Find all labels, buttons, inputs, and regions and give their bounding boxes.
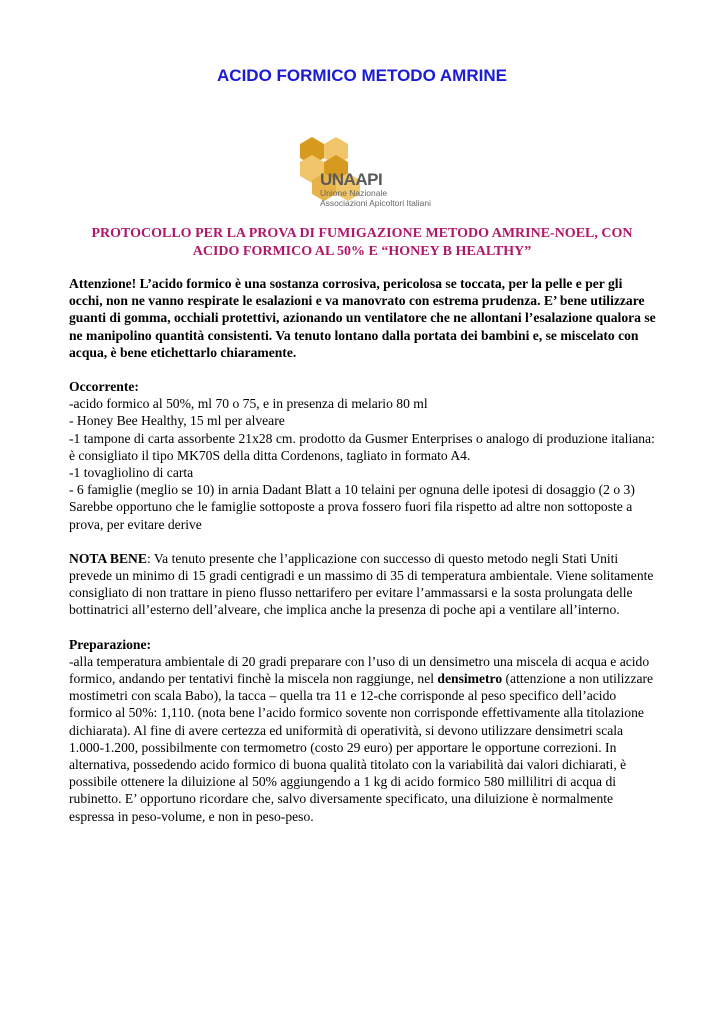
list-item: -acido formico al 50%, ml 70 o 75, e in presenza di melario 80 ml <box>69 396 428 412</box>
occorrente-heading <box>69 378 657 395</box>
preparazione-text-before: -alla temperatura ambientale di 20 gradi preparare con l’uso di un densimetro una miscela di acqua e acido formico, andando per tentativi finchè la miscela non raggiunge, nel <box>69 653 650 687</box>
preparazione-paragraph <box>69 653 657 825</box>
nota-bene-label: NOTA BENE <box>69 550 147 566</box>
list-item: - 6 famiglie (meglio se 10) in arnia Dadant Blatt a 10 telaini per ognuna delle ipotesi di dosaggio (2 o 3) <box>69 482 635 498</box>
preparazione-text-after: (attenzione a non utilizzare mostimetri con scala Babo), la tacca – quella tra 11 e 12-che corrisponde al peso specifico dell’acido formico al 50%: 1,110. (nota bene l’acido formico sovente non corrisponde effettivamente alla titolazione dichiarata). Al fine di avere certezza ed uniformità di operatività, si devono utilizzare densimetri scala 1.000-1.200, possibilmente con termometro (costo 29 euro) per apportare le opportune correzioni. In alternativa, possedendo acido formico di buona qualità titolato con la variabilità dai valori dichiarati, è possibile ottenere la diluizione al 50% aggiungendo a 1 kg di acido formico 580 millilitri di acqua di rubinetto. E’ opportuno ricordare che, salvo diversamente specificato, una diluizione è normalmente espressa in peso-volume, e non in peso-peso. <box>69 671 654 824</box>
subtitle-line2: ACIDO FORMICO AL 50% E “HONEY B HEALTHY” <box>192 244 532 259</box>
logo-sub-line1: Unione Nazionale <box>320 188 388 198</box>
preparazione-heading <box>69 636 657 653</box>
warning-text: Attenzione! L’acido formico è una sostanza corrosiva, pericolosa se toccata, per la pelle e per gli occhi, non ne vanno respirate le esalazioni e va manovrato con estrema prudenza. E’ bene utilizzare guanti di gomma, occhiali protettivi, azionando un ventilatore che ne allontani l’esalazione qualora se ne manipolino quantità consistenti. Va tenuto lontano dalla portata dei bambini e, se miscelato con acqua, è bene etichettarlo chiaramente. <box>69 276 656 360</box>
densimetro-word: densimetro <box>437 671 503 687</box>
nota-bene-paragraph <box>69 550 657 619</box>
logo-sub-line2: Associazioni Apicoltori Italiani <box>320 198 432 208</box>
subtitle-line1: PROTOCOLLO PER LA PROVA DI FUMIGAZIONE METODO AMRINE-NOEL, CON <box>91 226 633 241</box>
nota-bene-text: : Va tenuto presente che l’applicazione con successo di questo metodo negli Stati Uniti prevede un minimo di 15 gradi centigradi e un massimo di 35 di temperatura ambientale. Viene solitamente consigliato di non trattare in pieno flusso nettarifero per evitare l’ammassarsi e la sosta prolungata delle bottinatrici all’esterno dell’alveare, che implica anche la presenza di poche api a ventilare all’interno. <box>69 550 654 618</box>
list-item: -1 tampone di carta assorbente 21x28 cm. prodotto da Gusmer Enterprises o analogo di produzione italiana: è consigliato il tipo MK70S della ditta Cordenons, tagliato in formato A4. <box>69 430 655 463</box>
logo-subtitle <box>320 188 431 208</box>
list-item: -1 tovagliolino di carta <box>69 465 194 481</box>
warning-paragraph <box>69 275 657 361</box>
occorrente-heading-text: Occorrente: <box>69 379 139 395</box>
preparazione-heading-text: Preparazione: <box>69 636 152 652</box>
list-item: Sarebbe opportuno che le famiglie sottoposte a prova fossero fuori fila rispetto ad altre non sottoposte a prova, per evitare derive <box>69 499 633 532</box>
document-title: ACIDO FORMICO METODO AMRINE <box>217 66 507 85</box>
list-item: - Honey Bee Healthy, 15 ml per alveare <box>69 413 285 429</box>
logo-wordmark: UNAAPI <box>320 170 383 189</box>
protocol-subtitle <box>70 225 654 261</box>
document-body <box>69 275 657 825</box>
